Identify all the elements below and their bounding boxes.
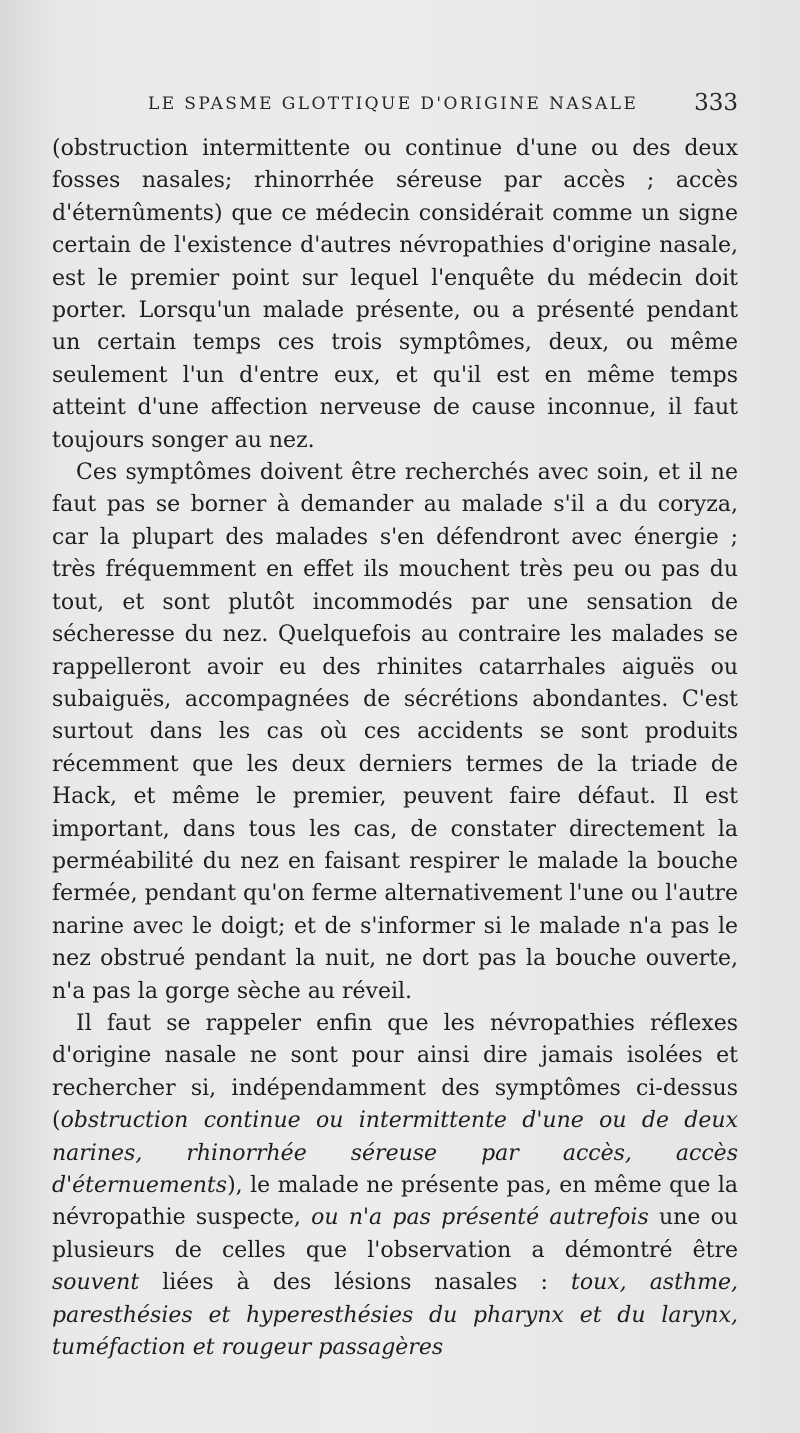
paragraph-3-italic-past: ou n'a pas présenté autrefois bbox=[311, 1205, 649, 1231]
running-title: LE SPASME GLOTTIQUE D'ORIGINE NASALE bbox=[148, 94, 639, 114]
body-text bbox=[52, 133, 738, 1364]
paragraph-2-segment-1: Ces symptômes doivent être recherchés avec soin, et il ne faut pas se borner à demander au malade s'il a du coryza, car la plupart des malades s'en défendront avec énergie ; très fréquemment en effet ils mouchent très peu ou pas du tout, et sont plutôt incommodés par une sensation de sécheresse du nez. Quelquefois au contraire les malades se rappelleront avoir eu des rhinites catarrhales aiguës ou subaiguës, accompagnées de sécrétions abondantes. C'est surtout dans les cas où ces accidents se sont produits récemment que les deux derniers termes de la triade de Hack, et même le premier, peuvent faire défaut. Il est important, dans tous les cas, de constater directement la perméabilité du nez en faisant respirer le malade la bouche fermée, pendant qu'on ferme alternativement l'une ou l'autre narine avec le doigt; et de s'informer si le malade n'a pas le nez obstrué pendant la nuit, ne dort pas la bouche ouverte, n'a pas la gorge sèche au réveil. bbox=[52, 460, 738, 1004]
running-header bbox=[148, 88, 738, 128]
paragraph-3-italic-symptoms: obstruction continue ou intermittente d'une ou de deux narines, rhinorrhée séreuse par accès, accès d'éternuements bbox=[52, 1108, 738, 1198]
paragraph-3 bbox=[52, 1008, 738, 1364]
paragraph-3-italic-souvent: souvent bbox=[52, 1270, 140, 1296]
paragraph-1 bbox=[52, 133, 738, 457]
paragraph-3-segment-5: une ou plusieurs de celles que l'observation a démontré être bbox=[52, 1205, 738, 1263]
paragraph-3-segment-1: Il faut se rappeler enfin que les névropathies réflexes d'origine nasale ne sont pour ainsi dire jamais isolées et rechercher si, indépendamment des symptômes ci-dessus ( bbox=[52, 1010, 738, 1134]
paragraph-3-segment-7: liées à des lésions nasales : bbox=[139, 1270, 571, 1296]
paragraph-3-segment-3: ), le malade ne présente pas, en même que la névropathie suspecte, bbox=[52, 1173, 738, 1231]
page-number: 333 bbox=[694, 90, 738, 116]
paragraph-2 bbox=[52, 457, 738, 1008]
paragraph-3-italic-list: toux, asthme, paresthésies et hyperesthésies du pharynx et du larynx, tuméfaction et rougeur passagères bbox=[52, 1270, 738, 1361]
paragraph-1-segment-1: (obstruction intermittente ou continue d'une ou des deux fosses nasales; rhinorrhée séreuse par accès ; accès d'éternûments) que ce médecin considérait comme un signe certain de l'existence d'autres névropathies d'origine nasale, est le premier point sur lequel l'enquête du médecin doit porter. Lorsqu'un malade présente, ou a présenté pendant un certain temps ces trois symptômes, deux, ou même seulement l'un d'entre eux, et qu'il est en même temps atteint d'une affection nerveuse de cause inconnue, il faut toujours songer au nez. bbox=[52, 136, 738, 453]
